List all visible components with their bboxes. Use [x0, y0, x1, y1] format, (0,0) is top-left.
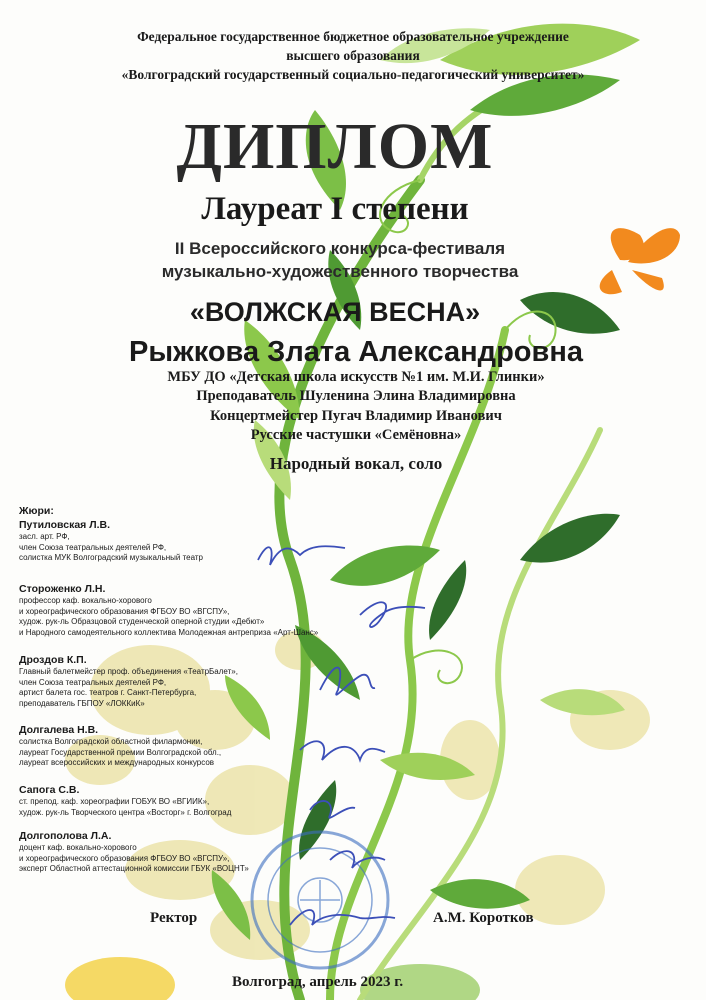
- nomination: Народный вокал, соло: [269, 454, 443, 473]
- jury-member: [19, 830, 249, 875]
- jury-member-name: Долгополова Л.А.: [19, 830, 112, 842]
- signature-storozhenko: [360, 602, 425, 627]
- contest-line-1: II Всероссийского конкурса-фестиваля: [174, 239, 506, 258]
- signature-dolgaleva: [300, 741, 385, 760]
- jury-member-line: засл. арт. РФ,: [19, 532, 70, 541]
- participant-school: МБУ ДО «Детская школа искусств №1 им. М.И. Глинки»: [167, 369, 545, 385]
- jury-member-line: и Народного самодеятельного коллектива Молодежная антреприза «Арт-Шанс»: [19, 627, 319, 637]
- jury-member-line: профессор каф. вокально-хорового: [19, 596, 152, 605]
- jury-member-line: и хореографического образования ФГБОУ ВО «ВГСПУ»,: [19, 606, 230, 616]
- jury-member-name: Стороженко Л.Н.: [19, 583, 106, 595]
- participant-teacher: Преподаватель Шуленина Элина Владимировна: [196, 388, 516, 404]
- jury-member-line: член Союза театральных деятелей РФ,: [19, 542, 167, 552]
- signature-putilovskaya: [258, 546, 345, 565]
- jury-member-line: доцент каф. вокально-хорового: [19, 843, 137, 852]
- jury-member-line: лауреат Государственной премии Волгоградской обл.,: [19, 747, 222, 757]
- jury-member-line: и хореографического образования ФГБОУ ВО «ВГСПУ»,: [19, 853, 230, 863]
- jury-member-name: Путиловская Л.В.: [19, 519, 111, 531]
- jury-member: [19, 784, 231, 818]
- jury-member-line: член Союза театральных деятелей РФ,: [19, 677, 167, 687]
- jury-title: Жюри:: [19, 505, 54, 517]
- jury-member-line: эксперт Областной аттестационной комиссии ГБУК «ВОЦНТ»: [19, 864, 249, 873]
- institution-line-2: высшего образования: [286, 48, 420, 63]
- participant-name: Рыжкова Злата Александровна: [129, 336, 583, 368]
- laureate-degree: Лауреат I степени: [201, 191, 469, 227]
- signature-dolgopolova: [330, 851, 385, 868]
- jury-member-line: артист балета гос. театров г. Санкт-Петербурга,: [19, 688, 197, 697]
- jury-member-line: худож. рук-ль Творческого центра «Восторг» г. Волгоград: [19, 807, 232, 817]
- jury-member-line: солистка МУК Волгоградский музыкальный театр: [19, 553, 203, 562]
- rector-name: А.М. Коротков: [433, 910, 534, 926]
- rector-label: Ректор: [150, 910, 198, 926]
- jury-member: [19, 583, 318, 638]
- jury-member-line: ст. препод. каф. хореографии ГОБУК ВО «ВГИИК»,: [19, 797, 210, 806]
- institution-line-3: «Волгоградский государственный социально-педагогический университет»: [121, 67, 585, 82]
- contest-line-2: музыкально-художественного творчества: [161, 262, 519, 281]
- jury-member: [19, 724, 221, 769]
- jury-member: [19, 519, 203, 564]
- jury-member-line: Главный балетмейстер проф. объединения «ТеатрБалет»,: [19, 667, 238, 676]
- jury-member: [19, 654, 238, 709]
- jury-member-line: худож. рук-ль Образцовой студенческой оперной студии «Дебют»: [19, 617, 265, 626]
- jury-member-name: Дроздов К.П.: [19, 654, 87, 666]
- participant-accompanist: Концертмейстер Пугач Владимир Иванович: [210, 408, 502, 424]
- participant-piece: Русские частушки «Семёновна»: [250, 427, 462, 443]
- jury-member-line: преподаватель ГБПОУ «ЛОККиК»: [19, 698, 145, 708]
- jury-member-name: Долгалева Н.В.: [19, 724, 99, 736]
- jury-member-line: солистка Волгоградской областной филармонии,: [19, 737, 203, 746]
- place-date: Волгоград, апрель 2023 г.: [232, 974, 404, 990]
- jury-member-line: лауреат всероссийских и международных конкурсов: [19, 758, 215, 767]
- festival-name: «ВОЛЖСКАЯ ВЕСНА»: [189, 297, 481, 327]
- institution-line-1: Федеральное государственное бюджетное образовательное учреждение: [137, 29, 569, 44]
- diploma-title: ДИПЛОМ: [176, 110, 494, 183]
- jury-member-name: Сапога С.В.: [19, 784, 80, 796]
- seal-icon: [252, 832, 388, 968]
